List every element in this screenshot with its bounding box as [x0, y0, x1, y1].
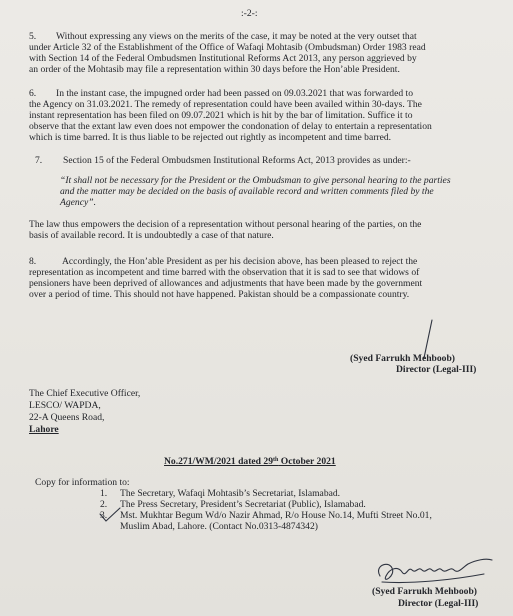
- copy-item-number: 1.: [100, 488, 108, 499]
- copy-item-number: 3.: [100, 510, 108, 521]
- paragraph-line: The law thus empowers the decision of a representation without personal hearing of the parties, on the: [29, 219, 422, 230]
- signatory-name: (Syed Farrukh Mehboob): [372, 586, 478, 597]
- copy-item: The Secretary, Wafaqi Mohtasib’s Secretariat, Islamabad.: [120, 488, 341, 499]
- paragraph-line: instant representation has been filed on 09.07.2021 which is hit by the bar of limitation. Suffice it to: [29, 110, 413, 121]
- paragraph-line: representation as incompetent and time barred with the observation that it is sad to see that widows of: [29, 267, 420, 278]
- paragraph-line: which is time barred. It is thus liable to be rejected out rightly as incompetent and time barred.: [29, 132, 392, 143]
- tick-mark: [98, 506, 122, 524]
- signatory-name: (Syed Farrukh Mehboob): [350, 353, 456, 364]
- copy-item-number: 2.: [100, 499, 108, 510]
- quote-line: and the matter may be decided on the basis of available record and written comments filed by the: [60, 186, 434, 197]
- paragraph-line: In the instant case, the impugned order had been passed on 09.03.2021 that was forwarded to: [56, 88, 414, 99]
- paragraph-number: 5.: [29, 31, 37, 42]
- reference-number: No.271/WM/2021 dated 29th October 2021: [164, 456, 336, 467]
- copy-item: Muslim Abad, Lahore. (Contact No.0313-4874342): [120, 521, 318, 532]
- copy-item: Mst. Mukhtar Begum Wd/o Nazir Ahmad, R/o House No.14, Mufti Street No.01,: [120, 510, 432, 521]
- quote-line: Agency”.: [60, 197, 96, 208]
- paragraph-number: 8.: [29, 256, 37, 267]
- addressee-line: LESCO/ WAPDA,: [29, 400, 101, 411]
- paragraph-line: over a period of time. This should not have happened. Pakistan should be a compassionate country.: [29, 289, 410, 300]
- addressee-city: Lahore: [29, 424, 59, 435]
- handwritten-signature: [372, 556, 498, 590]
- paragraph-number: 6.: [29, 88, 37, 99]
- signatory-title: Director (Legal-III): [396, 364, 477, 375]
- addressee-line: 22-A Queens Road,: [29, 412, 105, 423]
- paragraph-line: under Article 32 of the Establishment of the Office of Wafaqi Mohtasib (Ombudsman) Order 1983 read: [29, 42, 426, 53]
- paragraph-line: an order of the Mohtasib may file a representation within 30 days before the Hon’able President.: [29, 64, 400, 75]
- signatory-title: Director (Legal-III): [398, 598, 479, 609]
- copy-item: The Press Secretary, President’s Secretariat (Public), Islamabad.: [120, 499, 366, 510]
- paragraph-line: Without expressing any views on the merits of the case, it may be noted at the very outset that: [56, 31, 417, 42]
- page-number: :-2-:: [241, 8, 258, 19]
- paragraph-number: 7.: [35, 155, 43, 166]
- addressee-line: The Chief Executive Officer,: [29, 388, 141, 399]
- quote-line: “It shall not be necessary for the President or the Ombudsman to give personal hearing to the parties: [60, 175, 451, 186]
- paragraph-line: pensioners have been deprived of allowances and adjustments that have been made by the government: [29, 278, 423, 289]
- paragraph-line: Accordingly, the Hon’able President as per his decision above, has been pleased to reject the: [62, 256, 418, 267]
- copy-intro: Copy for information to:: [35, 477, 130, 488]
- paragraph-line: with Section 14 of the Federal Ombudsmen Institutional Reforms Act 2013, any person aggrieved by: [29, 53, 417, 64]
- paragraph-line: Section 15 of the Federal Ombudsmen Institutional Reforms Act, 2013 provides as under:-: [63, 155, 411, 166]
- paragraph-line: observe that the extant law even does not empower the condonation of delay to entertain a representation: [29, 121, 432, 132]
- paragraph-line: basis of available record. It is undoubtedly a case of that nature.: [29, 230, 274, 241]
- paragraph-line: the Agency on 31.03.2021. The remedy of representation could have been availed within 30-days. The: [29, 99, 422, 110]
